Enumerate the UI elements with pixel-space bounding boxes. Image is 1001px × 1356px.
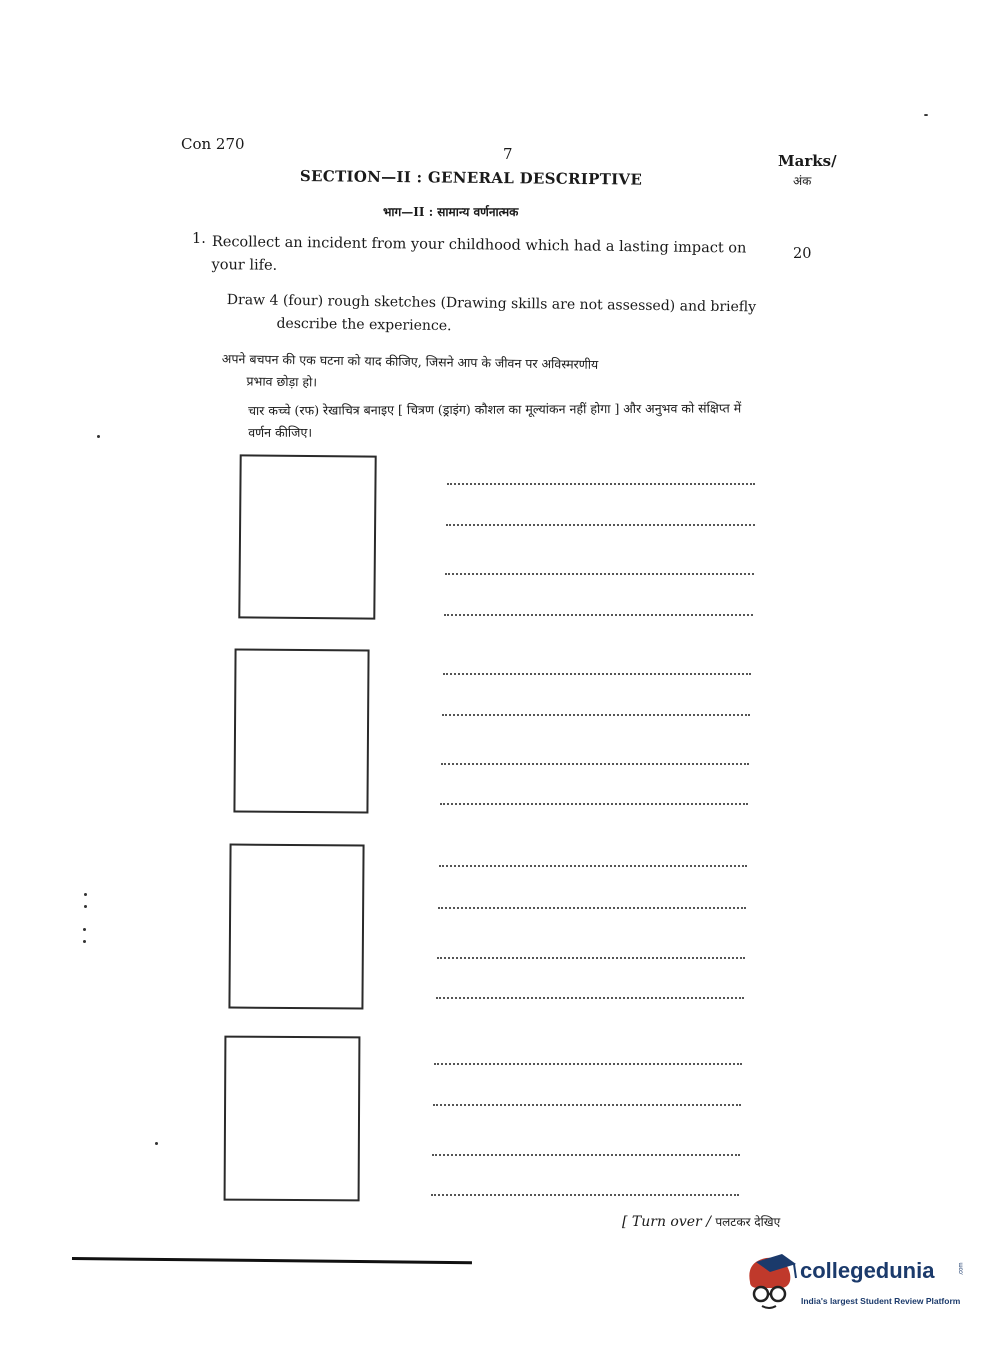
turn-over-note (622, 1213, 780, 1230)
turn-over-text-hindi: पलटकर देखिए (715, 1215, 781, 1229)
answer-line[interactable] (443, 673, 751, 675)
collegedunia-logo (742, 1252, 972, 1322)
section-title: SECTION—II : GENERAL DESCRIPTIVE (299, 167, 643, 189)
marks-column-label: Marks/ (778, 152, 837, 170)
brand-suffix: .com (958, 1262, 965, 1276)
answer-line[interactable] (433, 1104, 741, 1106)
instruction-line-2: describe the experience. (276, 315, 452, 335)
paper-code: Con 270 (181, 135, 245, 153)
answer-line[interactable] (434, 1063, 742, 1065)
sketch-box-4[interactable] (224, 1036, 361, 1202)
section-title-hindi: भाग—II : सामान्य वर्णनात्मक (383, 205, 519, 219)
scan-speck (924, 114, 928, 116)
collegedunia-mascot-icon (742, 1252, 798, 1316)
hindi-line-2: प्रभाव छोड़ा हो। (246, 373, 318, 390)
scan-speck (84, 905, 87, 908)
answer-line[interactable] (432, 1154, 740, 1156)
instruction-line-1: Draw 4 (four) rough sketches (Drawing skills are not assessed) and briefly (226, 291, 757, 316)
question-text-hindi (221, 348, 767, 401)
answer-line[interactable] (444, 614, 753, 616)
answer-line[interactable] (431, 1194, 739, 1196)
scan-speck (83, 928, 86, 931)
answer-line[interactable] (447, 483, 755, 485)
brand-name: collegedunia (800, 1258, 935, 1283)
answer-line[interactable] (437, 957, 745, 959)
marks-column-label-hindi: अंक (793, 174, 812, 188)
brand-tagline: India's largest Student Review Platform (801, 1296, 961, 1306)
question-marks: 20 (793, 246, 812, 262)
bottom-rule (72, 1257, 472, 1264)
answer-line[interactable] (441, 763, 749, 765)
hindi-line-1: अपने बचपन की एक घटना को याद कीजिए, जिसने आप के जीवन पर अविस्मरणीय (221, 350, 599, 372)
turn-over-text: [ Turn over / (622, 1214, 716, 1230)
scan-speck (83, 940, 86, 943)
question-number: 1. (192, 231, 206, 247)
answer-line[interactable] (438, 907, 746, 909)
instruction-hindi: चार कच्चे (रफ) रेखाचित्र बनाइए [ चित्रण (ड्राइंग) कौशल का मूल्यांकन नहीं होगा ] और अनुभव को संक्षिप्त में वर्णन कीजिए। (248, 400, 742, 440)
answer-line[interactable] (436, 997, 744, 999)
page-number: 7 (503, 145, 513, 163)
question-instruction (226, 289, 767, 343)
scan-speck (97, 435, 100, 438)
question-text (211, 231, 772, 284)
scan-speck (84, 893, 87, 896)
sketch-box-2[interactable] (233, 649, 369, 814)
sketch-box-3[interactable] (228, 844, 364, 1010)
sketch-box-1[interactable] (238, 454, 376, 619)
answer-line[interactable] (442, 714, 750, 716)
answer-line[interactable] (445, 573, 754, 575)
answer-line[interactable] (440, 803, 748, 805)
question-text-body: Recollect an incident from your childhood which had a lasting impact on your life. (211, 233, 747, 274)
answer-line[interactable] (439, 865, 747, 867)
answer-line[interactable] (446, 524, 755, 526)
scan-speck (155, 1142, 158, 1145)
